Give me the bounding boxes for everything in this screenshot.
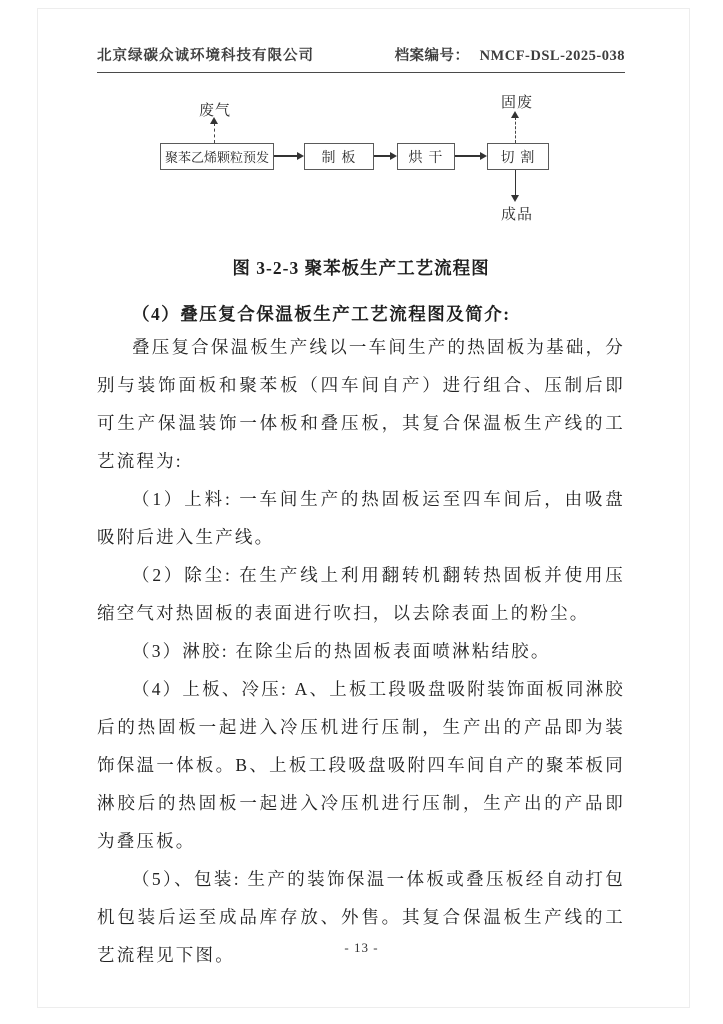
solid-waste-label: 固废 [501,94,534,111]
section-heading: （4）叠压复合保温板生产工艺流程图及简介: [132,304,511,324]
archive-number-field [395,44,625,65]
paragraph-intro: 叠压复合保温板生产线以一车间生产的热固板为基础，分别与装饰面板和聚苯板（四车间自产）进行组合、压制后即可生产保温装饰一体板和叠压板，其复合保温板生产线的工艺流程为: [97,337,625,471]
flow-arrow-1 [274,155,297,157]
flow-step-cutting: 切 割 [487,143,549,170]
paragraph-step-3-gluing: （3）淋胶: 在除尘后的热固板表面喷淋粘结胶。 [132,641,551,661]
page-content [97,44,625,974]
page-number: - 13 - [344,940,379,955]
body-text [97,328,625,974]
solid-waste-dashed-arrow [515,117,516,143]
product-arrow [515,170,516,195]
flow-arrow-3 [455,155,480,157]
document-header [97,44,625,73]
company-name: 北京绿碳众诚环境科技有限公司 [97,48,314,64]
figure-caption: 图 3-2-3 聚苯板生产工艺流程图 [232,258,490,278]
flow-step-drying: 烘 干 [397,143,455,170]
flow-step-board-making: 制 板 [304,143,374,170]
process-flowchart [97,91,625,233]
paragraph-step-1-loading: （1）上料: 一车间生产的热固板运至四车间后，由吸盘吸附后进入生产线。 [97,489,625,547]
product-label: 成品 [501,206,534,223]
waste-gas-dashed-arrow [214,123,215,143]
flow-arrow-2 [374,155,390,157]
paragraph-step-4-pressing: （4）上板、冷压: A、上板工段吸盘吸附装饰面板同淋胶后的热固板一起进入冷压机进行压制，生产出的产品即为装饰保温一体板。B、上板工段吸盘吸附四车间自产的聚苯板同淋胶后的热固板一起进入冷压机进行压制，生产出的产品即为叠压板。 [97,679,625,851]
paragraph-step-2-dedusting: （2）除尘: 在生产线上利用翻转机翻转热固板并使用压缩空气对热固板的表面进行吹扫，以去除表面上的粉尘。 [97,565,625,623]
waste-gas-label: 废气 [199,102,232,119]
flow-step-pre-expansion: 聚苯乙烯颗粒预发 [160,143,274,170]
archive-number-label: 档案编号： [394,48,470,64]
archive-number-value: NMCF-DSL-2025-038 [479,48,625,64]
paragraph-step-5-packing: （5）、包装: 生产的装饰保温一体板或叠压板经自动打包机包装后运至成品库存放、外售。其复合保温板生产线的工艺流程见下图。 [97,869,625,965]
